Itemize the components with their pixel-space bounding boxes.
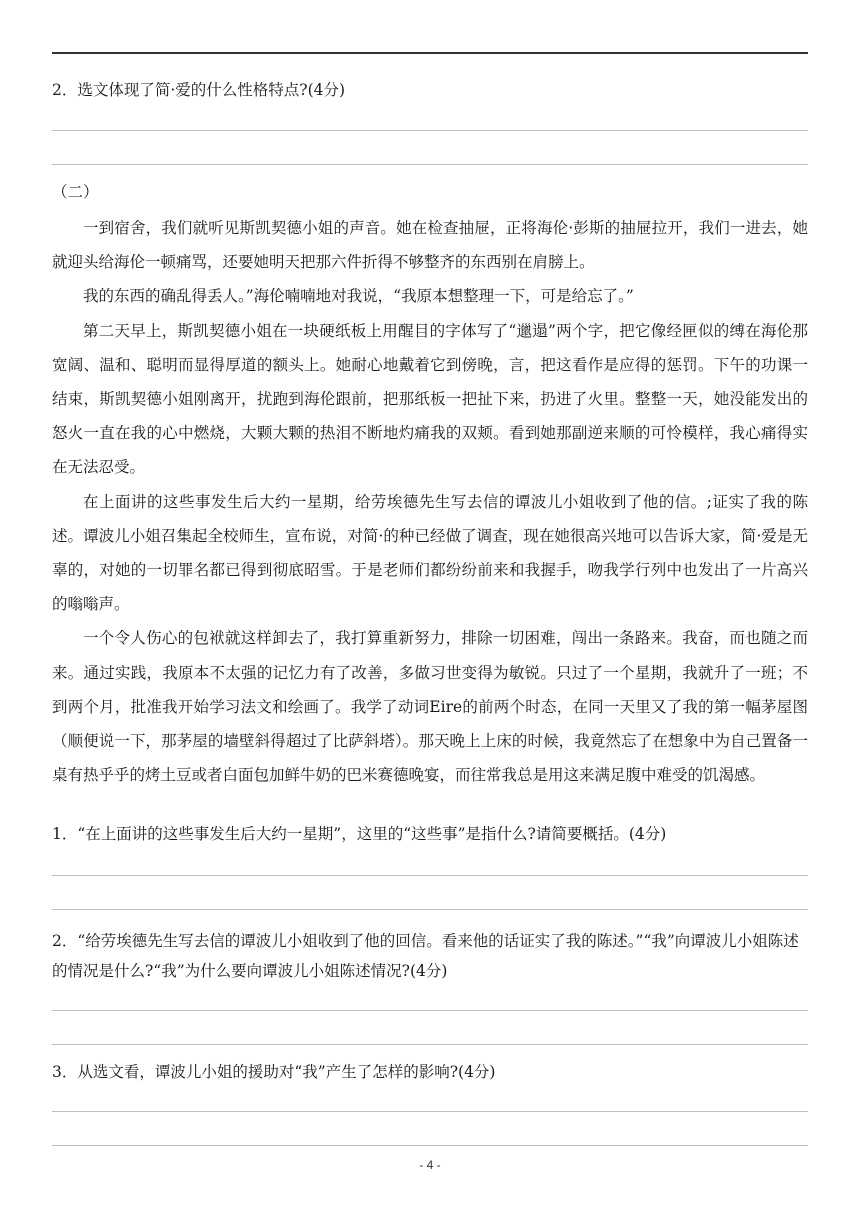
header-rule — [52, 52, 808, 54]
paragraph: 在上面讲的这些事发生后大约一星期，给劳埃德先生写去信的谭波儿小姐收到了他的信。;证实了我的陈述。谭波儿小姐召集起全校师生，宣布说，对简·的种已经做了调查，现在她很高兴地可以告诉大家，简·爱是无辜的，对她的一切罪名都已得到彻底昭雪。于是老师们都纷纷前来和我握手，吻我学行列中也发出了一片高兴的嗡嗡声。 — [52, 492, 808, 614]
page-number: - 4 - — [419, 1158, 441, 1172]
answer-line[interactable] — [52, 1111, 808, 1112]
reading-passage — [52, 211, 808, 792]
answer-line[interactable] — [52, 1145, 808, 1146]
question-prev-2: 2．选文体现了简·爱的什么性格特点?(4分) — [52, 81, 346, 99]
question-3: 3．从选文看，谭波儿小姐的援助对“我”产生了怎样的影响?(4分) — [52, 1063, 496, 1081]
paragraph: 我的东西的确乱得丢人。”海伦喃喃地对我说，“我原本想整理一下，可是给忘了。” — [83, 287, 634, 306]
answer-line[interactable] — [52, 1044, 808, 1045]
answer-line[interactable] — [52, 130, 808, 131]
answer-line[interactable] — [52, 1010, 808, 1011]
answer-line[interactable] — [52, 909, 808, 910]
paragraph: 一个令人伤心的包袱就这样卸去了，我打算重新努力，排除一切困难，闯出一条路来。我奋，而也随之而来。通过实践，我原本不太强的记忆力有了改善，多做习世变得为敏锐。只过了一个星期，我就升了一班；不到两个月，批准我开始学习法文和绘画了。我学了动词Eire的前两个时态，在同一天里又了我的第一幅茅屋图（顺便说一下，那茅屋的墙壁斜得超过了比萨斜塔）。那天晚上上床的时候，我竟然忘了在想象中为自己置备一桌有热乎乎的烤土豆或者白面包加鲜牛奶的巴米赛德晚宴，而往常我总是用这来满足腹中难受的饥渴感。 — [52, 629, 808, 785]
answer-line[interactable] — [52, 875, 808, 876]
section-label: （二） — [52, 183, 99, 201]
answer-line[interactable] — [52, 164, 808, 165]
paragraph: 第二天早上，斯凯契德小姐在一块硬纸板上用醒目的字体写了“邋遢”两个字，把它像经匣似的缚在海伦那宽阔、温和、聪明而显得厚道的额头上。她耐心地戴着它到傍晚，言，把这看作是应得的惩罚。下午的功课一结束，斯凯契德小姐刚离开，扰跑到海伦跟前，把那纸板一把扯下来，扔进了火里。整整一天，她没能发出的怒火一直在我的心中燃烧，大颗大颗的热泪不断地灼痛我的双颊。看到她那副逆来顺的可怜模样，我心痛得实在无法忍受。 — [52, 321, 808, 477]
question-1: 1．“在上面讲的这些事发生后大约一星期”，这里的“这些事”是指什么?请简要概括。(4分) — [52, 825, 667, 843]
paragraph: 一到宿舍，我们就听见斯凯契德小姐的声音。她在检查抽屉，正将海伦·彭斯的抽屉拉开，我们一进去，她就迎头给海伦一顿痛骂，还要她明天把那六件折得不够整齐的东西别在肩膀上。 — [52, 219, 808, 272]
question-2: 2．“给劳埃德先生写去信的谭波儿小姐收到了他的回信。看来他的话证实了我的陈述。”“我”向谭波儿小姐陈述的情况是什么?“我”为什么要向谭波儿小姐陈述情况?(4分) — [52, 932, 799, 980]
